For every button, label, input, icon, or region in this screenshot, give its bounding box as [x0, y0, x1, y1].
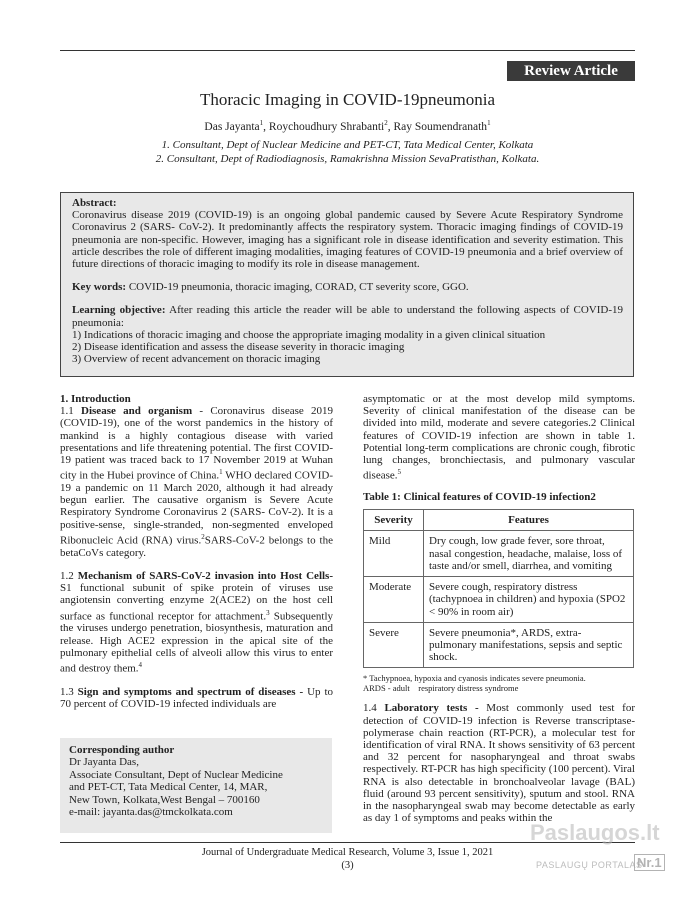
- section-text: S1 functional subunit of spike protein of viruses use angiotensin converting enzyme 2(ACE2) on the host cell surface as functional receptor for attachment.: [60, 582, 333, 623]
- author-list: Das Jayanta$^1$, Roychoudhury Shrabanti$^2$, Ray Soumendranath$^1$: [204, 119, 491, 133]
- keywords-text: COVID-19 pneumonia, thoracic imaging, CORAD, CT severity score, GGO.: [128, 281, 469, 294]
- journal-footer: Journal of Undergraduate Medical Research, Volume 3, Issue 1, 2021: [201, 847, 494, 858]
- author-name: Roychoudhury Shrabanti: [268, 120, 385, 133]
- abstract-text: Coronavirus disease 2019 (COVID-19) is an ongoing global pandemic caused by Severe Acute Respiratory Syndrome Coronavirus 2 (SARS- CoV-2). It predominantly affects the respiratory system. Thoracic imaging findings of COVID-19 pneumonia are non-specific. However, imaging has a significant role in disease identification and severity estimation. This article describes the role of different imaging modalities, imaging features of COVID-19 pneumonia and a brief overview of future directions of thoracic imaging to modify its role in disease management.: [72, 209, 623, 271]
- learning-objective: [72, 304, 623, 328]
- table-footnote: * Tachypnoea, hypoxia and cyanosis indicates severe pneumonia.: [363, 673, 586, 684]
- keywords-label: Key words:: [72, 281, 127, 294]
- section-text: Most commonly used test for detection of COVID-19 infection is Reverse transcriptase-polymerase chain reaction (RT-PCR), a molecular test for identification of viral RNA. It shows sensitivity of 63 percent and 32 percent for nasopharyngeal and throat swabs respectively. RT-PCR has high specificity (100 percent). Viral RNA is also detectable in bronchoalveolar lavage (BAL) fluid (around 93 percent sensitivity), sputum and stool. RNA in the nasopharyngeal swab may become detectable as early as day 1 of symptoms and peaks within the: [363, 702, 635, 825]
- paragraph-text: asymptomatic or at the most develop mild symptoms. Severity of clinical manifestation of the disease can be divided into mild, moderate and severe categories.2 Clinical features of COVID-19 infection are shown in table 1. Potential long-term complications are chronic cough, fibrotic lung changes, bronchiectasis, and pulmonary vascular disease.: [363, 393, 635, 482]
- section-number: 1.1: [60, 405, 74, 418]
- section-number: 1.4: [363, 702, 377, 715]
- citation-sup: 4: [138, 661, 143, 670]
- corresponding-author-box: [60, 738, 332, 833]
- article-type-badge: Review Article: [507, 61, 635, 81]
- corresponding-line: Associate Consultant, Dept of Nuclear Medicine: [69, 768, 283, 781]
- citation-sup: 5: [397, 468, 402, 477]
- table-row: [364, 577, 634, 623]
- left-column: [60, 393, 333, 710]
- keywords: [72, 281, 623, 293]
- author-affil-sup: 1: [259, 119, 264, 127]
- table-cell-features: Severe pneumonia*, ARDS, extra-pulmonary manifestations, sepsis and septic shock.: [424, 622, 634, 668]
- table-cell-severity: Moderate: [364, 577, 424, 623]
- citation-sup: 2: [201, 532, 205, 541]
- corresponding-line: and PET-CT, Tata Medical Center, 14, MAR,: [69, 781, 268, 794]
- top-rule: [60, 50, 635, 51]
- corresponding-heading: Corresponding author: [69, 744, 175, 756]
- objective-text: After reading this article the reader will be able to understand the following aspects of COVID-19 pneumonia:: [72, 304, 623, 329]
- watermark-site: Paslaugos.lt: [530, 820, 660, 845]
- objective-item: 2) Disease identification and assess the disease severity in thoracic imaging: [72, 341, 405, 354]
- section-title: Laboratory tests -: [384, 702, 479, 715]
- table-cell-severity: Severe: [364, 622, 424, 668]
- table-row: [364, 531, 634, 577]
- objective-item: 1) Indications of thoracic imaging and choose the appropriate imaging modality in a given clinical situation: [72, 328, 546, 341]
- abstract-heading: Abstract:: [72, 197, 117, 209]
- section-text: Subsequently the viruses undergo penetration, biosynthesis, maturation and release. High ACE2 expression in the apical site of the pulmonary epithelial cells of alveoli allow this virus to enter and destroy them.: [60, 610, 333, 675]
- section-1-1: [60, 405, 333, 559]
- table-header-cell: Severity: [364, 510, 424, 531]
- corresponding-email: e-mail: jayanta.das@tmckolkata.com: [69, 806, 233, 819]
- section-heading-introduction: 1. Introduction: [60, 393, 131, 405]
- citation-sup: 3: [266, 608, 270, 617]
- page-number: (3): [341, 860, 354, 871]
- article-title: Thoracic Imaging in COVID-19pneumonia: [199, 90, 496, 109]
- table-cell-features: Dry cough, low grade fever, sore throat, nasal congestion, headache, malaise, loss of taste and/or smell, diarrhea, and vomiting: [424, 531, 634, 577]
- table-cell-features: Severe cough, respiratory distress (tachypnoea in children) and hypoxia (SPO2 < 90% in room air): [424, 577, 634, 623]
- section-title: Mechanism of SARS-CoV-2 invasion into Host Cells-: [77, 569, 334, 582]
- citation-sup: 1: [219, 468, 223, 477]
- section-text: SARS-CoV-2 belongs to the betaCoVs category.: [60, 534, 333, 559]
- author-name: Das Jayanta: [204, 120, 260, 133]
- table-caption: Table 1: Clinical features of COVID-19 infection2: [363, 491, 596, 504]
- section-title: Disease and organism: [81, 405, 193, 418]
- author-affil-sup: 1: [487, 119, 491, 127]
- abstract-box: [60, 192, 634, 377]
- table-header-cell: Features: [424, 510, 634, 531]
- section-number: 1.3: [60, 685, 74, 698]
- paragraph: [363, 393, 635, 482]
- section-text: Up to 70 percent of COVID-19 infected individuals are: [60, 685, 333, 711]
- objective-item: 3) Overview of recent advancement on thoracic imaging: [72, 353, 321, 366]
- table-header-row: [364, 510, 634, 531]
- section-text: - Coronavirus disease 2019 (COVID-19), one of the worst pandemics in the history of mankind is a highly contagious disease with varied presentations and life threatening potential. The first COVID-19 patient was traced back to 17 November 2019 at Wuhan city in the Hubei province of China.: [60, 405, 334, 482]
- section-1-3: [60, 686, 333, 710]
- section-1-4: [363, 702, 635, 824]
- objective-label: Learning objective:: [72, 304, 166, 317]
- table-cell-severity: Mild: [364, 531, 424, 577]
- author-affil-sup: 2: [384, 119, 388, 127]
- corresponding-line: Dr Jayanta Das,: [69, 756, 139, 769]
- watermark-tagline: PASLAUGŲ PORTALAS: [536, 860, 643, 870]
- section-title: Sign and symptoms and spectrum of diseases -: [77, 685, 304, 698]
- clinical-features-table: [363, 509, 634, 668]
- author-name: Ray Soumendranath: [393, 120, 488, 133]
- table-footnote: ARDS - adult respiratory distress syndrome: [363, 683, 519, 694]
- affiliation-2: 2. Consultant, Dept of Radiodiagnosis, Ramakrishna Mission SevaPratisthan, Kolkata.: [155, 153, 540, 165]
- affiliation-1: 1. Consultant, Dept of Nuclear Medicine and PET-CT, Tata Medical Center, Kolkata: [161, 139, 534, 151]
- table-row: [364, 622, 634, 668]
- section-1-2: [60, 570, 333, 675]
- section-number: 1.2: [60, 569, 74, 582]
- watermark-rank: Nr.1: [634, 854, 665, 871]
- watermark-logo: [530, 820, 670, 880]
- section-text: WHO declared COVID-19 a pandemic on 11 March 2020, although it had already begun earlier. The causative organism is Severe Acute Respiratory Syndrome Coronavirus 2 (SARS- CoV-2). It is a positive-sense, single-stranded, non-segmented enveloped Ribonucleic Acid (RNA) virus.: [60, 469, 333, 547]
- corresponding-line: New Town, Kolkata,West Bengal – 700160: [69, 793, 260, 806]
- right-column: [363, 393, 635, 824]
